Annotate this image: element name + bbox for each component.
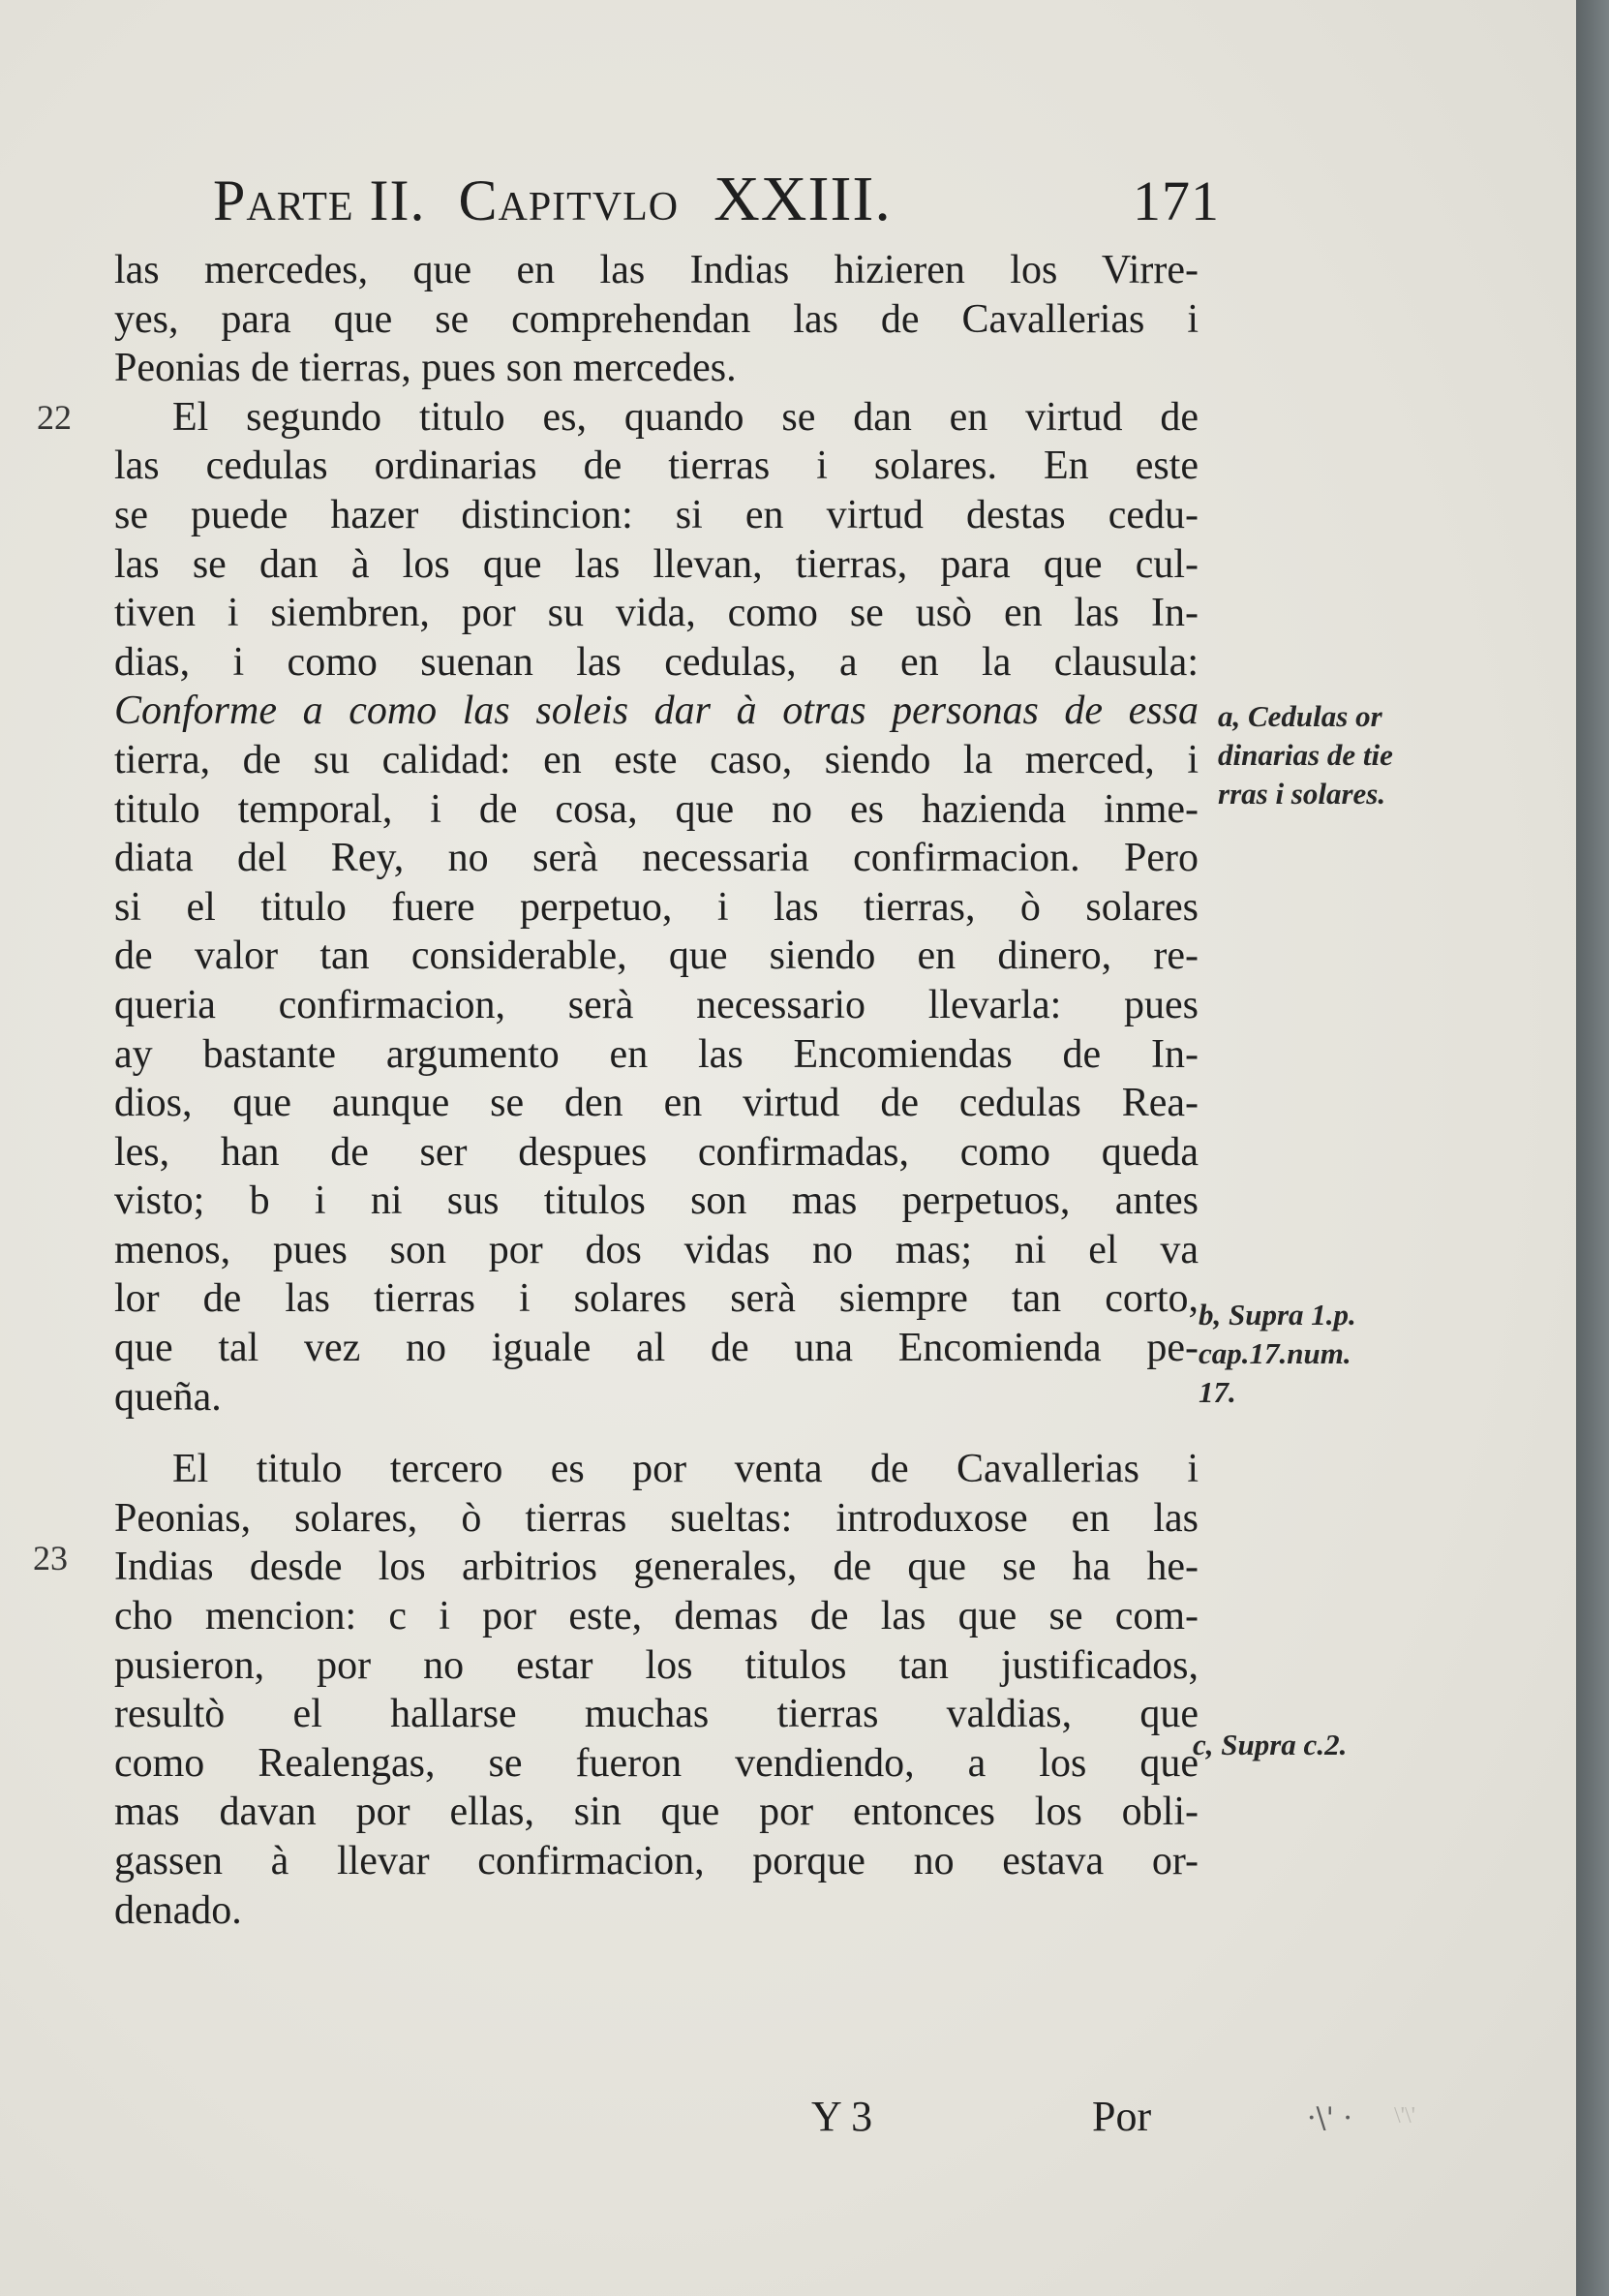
header-parte: Parte II. <box>213 168 426 232</box>
text-line: resultò el hallarse muchas tierras valdias, que <box>114 1692 1199 1737</box>
text-line: visto; b i ni sus titulos son mas perpetuos, antes <box>114 1179 1199 1224</box>
margin-note-c-line: c, Supra c.2. <box>1193 1728 1348 1761</box>
text-line: menos, pues son por dos vidas no mas; ni el va <box>114 1227 1199 1272</box>
text-line: lor de las tierras i solares serà siempre tan corto, <box>114 1276 1199 1322</box>
header-chapter-numeral: XXIII. <box>713 164 892 234</box>
catchword: Por <box>1092 2093 1152 2140</box>
text-line: las se dan à los que las llevan, tierras, para que cul- <box>114 541 1199 587</box>
text-line: Conforme a como las soleis dar à otras personas de essa <box>114 689 1199 734</box>
text-line: como Realengas, se fueron vendiendo, a los que <box>114 1740 1199 1786</box>
text-line: de valor tan considerable, que siendo en dinero, re- <box>114 934 1199 979</box>
margin-paragraph-number-22: 22 <box>37 398 72 437</box>
body-text <box>114 246 1199 1935</box>
text-line: tiven i siembren, por su vida, como se usò en las In- <box>114 591 1199 636</box>
text-line: Peonias de tierras, pues son mercedes. <box>114 346 737 391</box>
text-line: les, han de ser despues confirmadas, como queda <box>114 1129 1199 1175</box>
text-line: denado. <box>114 1887 242 1933</box>
text-line: que tal vez no iguale al de una Encomienda pe- <box>114 1326 1199 1371</box>
signature-mark: Y 3 <box>811 2093 873 2140</box>
bleed-through-numeral: \'\' <box>1394 2103 1415 2128</box>
text-line: cho mencion: c i por este, demas de las que se com- <box>114 1594 1199 1639</box>
margin-note-b <box>1199 1296 1356 1412</box>
text-line: queria confirmacion, serà necessario llevarla: pues <box>114 982 1199 1027</box>
text-line: mas davan por ellas, sin que por entonces los obli- <box>114 1790 1199 1835</box>
text-line: se puede hazer distincion: si en virtud destas cedu- <box>114 492 1199 537</box>
text-line: ay bastante argumento en las Encomiendas de In- <box>114 1031 1199 1077</box>
text-line: titulo temporal, i de cosa, que no es hazienda inme- <box>114 786 1199 832</box>
page-number: 171 <box>1133 169 1220 232</box>
margin-note-b-line: 17. <box>1199 1375 1236 1409</box>
paragraph-gap <box>114 1422 1199 1445</box>
text-line: tierra, de su calidad: en este caso, siendo la merced, i <box>114 737 1199 782</box>
text-line: dias, i como suenan las cedulas, a en la clausula: <box>114 639 1199 685</box>
scan-background-edge <box>1576 0 1609 2296</box>
text-line: diata del Rey, no serà necessaria confirmacion. Pero <box>114 836 1199 881</box>
text-line: dios, que aunque se den en virtud de cedulas Rea- <box>114 1081 1199 1126</box>
text-line: El titulo tercero es por venta de Cavallerias i <box>172 1447 1199 1492</box>
text-line: queña. <box>114 1374 222 1420</box>
margin-note-c <box>1193 1726 1347 1764</box>
margin-note-a-line: rras i solares. <box>1218 777 1386 811</box>
margin-note-b-line: cap.17.num. <box>1199 1336 1351 1370</box>
text-line: gassen à llevar confirmacion, porque no estava or- <box>114 1839 1199 1883</box>
text-line: yes, para que se comprehendan las de Cavallerias i <box>114 296 1199 342</box>
stray-ink-mark: ·\' · <box>1307 2101 1352 2135</box>
text-line: Indias desde los arbitrios generales, de que se ha he- <box>114 1545 1199 1590</box>
margin-paragraph-number-23: 23 <box>33 1539 68 1577</box>
margin-note-a-line: a, Cedulas or <box>1218 699 1382 733</box>
text-line: las cedulas ordinarias de tierras i solares. En este <box>114 444 1199 489</box>
margin-note-a-line: dinarias de tie <box>1218 738 1393 772</box>
header-capitulo: Capitvlo <box>458 168 680 232</box>
text-line: Peonias, solares, ò tierras sueltas: introduxose en las <box>114 1495 1199 1541</box>
margin-note-a <box>1218 697 1393 813</box>
text-line: las mercedes, que en las Indias hizieren los Virre- <box>114 248 1199 292</box>
text-line: si el titulo fuere perpetuo, i las tierras, ò solares <box>114 884 1199 930</box>
margin-note-b-line: b, Supra 1.p. <box>1199 1298 1356 1332</box>
running-header <box>213 163 1220 240</box>
text-line: El segundo titulo es, quando se dan en virtud de <box>172 394 1199 440</box>
text-line: pusieron, por no estar los titulos tan justificados, <box>114 1642 1199 1688</box>
